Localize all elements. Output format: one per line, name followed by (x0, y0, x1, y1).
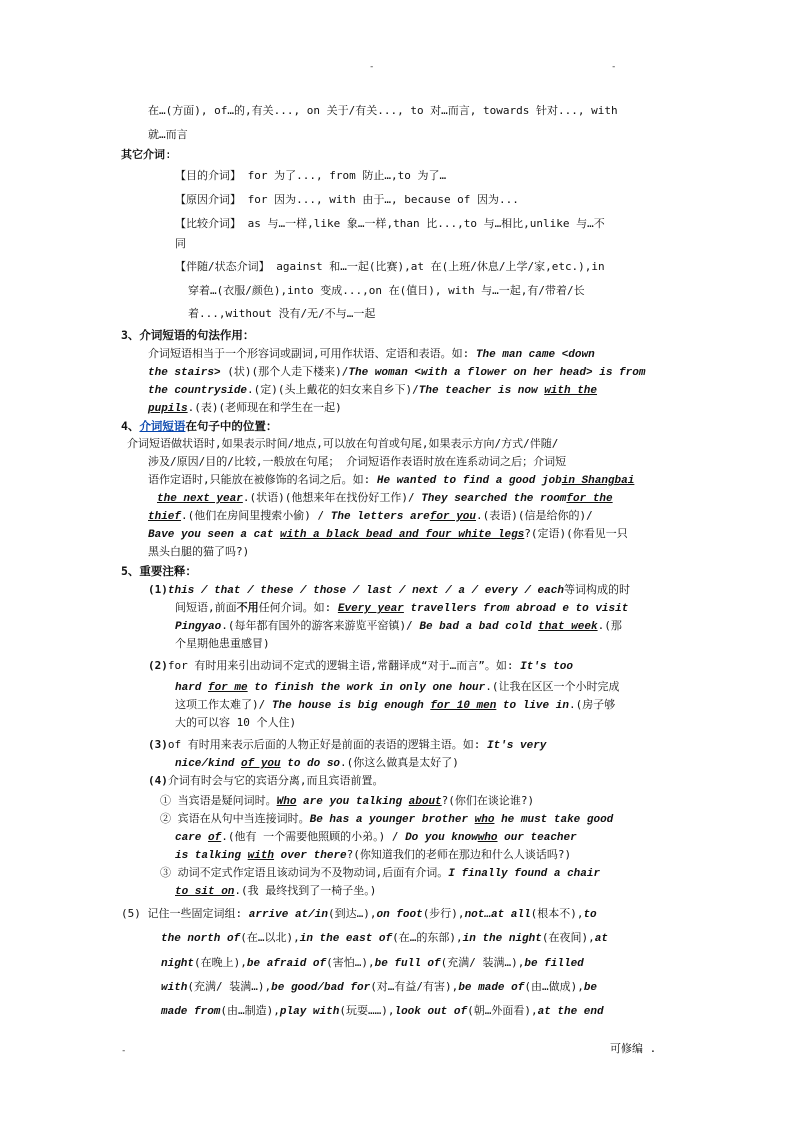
text-line (160, 794, 534, 809)
header-mark-left: - (369, 62, 375, 72)
text-run: I finally found a chair (448, 868, 601, 880)
text-run: the stairs> (148, 367, 221, 379)
text-run: at the end (537, 1006, 604, 1018)
text-run: (在晚上), (194, 956, 247, 969)
text-run: arrive at/in (248, 909, 328, 921)
text-run: (5) 记住一些固定词组: (121, 907, 249, 920)
text-line (160, 866, 600, 881)
text-run: (4) (148, 774, 168, 787)
text-run: (害怕…), (326, 956, 375, 969)
text-run: .(每年都有国外的游客来游览平窑镇)/ (221, 619, 420, 632)
text-run: 黑头白腿的猫了吗?) (148, 545, 250, 558)
text-run: for 10 men (430, 700, 497, 712)
text-run: (状)(那个人走下楼来)/ (220, 365, 349, 378)
text-run: this / that / these / those / last / next / a / every / each (167, 585, 564, 597)
text-run: of 有时用来表示后面的人物正好是前面的表语的逻辑主语。如: (167, 738, 487, 751)
text-run: to finish the work in only one hour (247, 682, 486, 694)
text-run: the next year (157, 493, 243, 505)
text-run: (在夜间), (541, 931, 595, 944)
text-run: thief (148, 511, 182, 523)
text-line (148, 128, 188, 142)
text-run: It's very (487, 740, 547, 752)
text-run: ?(你们在谈论谁?) (441, 794, 535, 807)
text-run: .(那 (597, 619, 622, 632)
text-run: 语作定语时,只能放在被修饰的名词之后。如: (148, 473, 377, 486)
text-line (161, 931, 608, 946)
text-run: 等词构成的时 (563, 583, 630, 596)
text-run: .(表语)(信是给你的)/ (476, 509, 593, 522)
text-line (175, 830, 577, 845)
text-run: .(表)(老师现在和学生在一起) (187, 401, 342, 414)
text-run: who (477, 832, 498, 844)
text-run: to do so (280, 758, 341, 770)
text-line (148, 774, 384, 788)
text-run: (根本不), (530, 907, 584, 920)
text-run: be afraid of (246, 958, 327, 970)
text-run: ?(你知道我们的老师在那边和什么人谈话吗?) (346, 848, 572, 861)
text-run: .(他有 一个需要他照顾的小弟。) / (221, 830, 406, 843)
text-run: of (208, 832, 222, 844)
text-line (148, 545, 249, 559)
text-run: (充满/ 装满…), (187, 980, 272, 993)
text-run: Bave you seen a cat (148, 529, 281, 541)
text-run: .(定)(头上戴花的妇女来自乡下)/ (247, 383, 419, 396)
text-run: he must take good (494, 814, 614, 826)
text-run: 就…而言 (148, 128, 188, 141)
text-run: be (583, 982, 598, 994)
text-run: (1) (148, 583, 168, 596)
text-run: 3、介词短语的句法作用： (121, 328, 255, 342)
text-line (148, 583, 630, 598)
text-run: 不用 (236, 601, 259, 614)
text-run: the countryside (148, 385, 248, 397)
text-run: be full of (374, 958, 441, 970)
text-line (148, 473, 634, 488)
text-line (157, 491, 613, 506)
text-line (175, 637, 270, 651)
text-run: to live in (496, 700, 569, 712)
text-line (175, 260, 605, 274)
text-line (161, 980, 597, 995)
text-line (175, 217, 605, 231)
text-run: 这项工作太难了)/ (175, 698, 272, 711)
text-run: (玩耍……), (339, 1004, 395, 1017)
heading-link[interactable]: 介词短语 (139, 419, 186, 433)
text-line (175, 601, 628, 616)
text-line (148, 365, 645, 380)
text-run: night (161, 958, 195, 970)
header-mark-right: - (611, 62, 617, 72)
text-run: to sit on (175, 886, 235, 898)
text-run: .(他们在房间里搜索小偷) / (181, 509, 331, 522)
text-line (175, 619, 622, 634)
text-run: at (594, 933, 608, 945)
text-run: is talking (175, 850, 248, 862)
text-run: .(让我在区区一个小时完成 (485, 680, 620, 693)
text-run: to (583, 909, 597, 921)
text-line (175, 169, 446, 183)
text-run: It's too (520, 661, 573, 673)
text-line (148, 104, 618, 118)
text-line (175, 716, 296, 730)
text-run: are you talking (296, 796, 409, 808)
text-run: 【原因介词】 for 因为..., with 由于…, because of 因为... (175, 193, 519, 206)
text-run: ?(定语)(你看见一只 (524, 527, 628, 540)
text-line (188, 307, 375, 321)
text-run: over there (274, 850, 347, 862)
text-run: look out of (394, 1006, 468, 1018)
text-line (121, 564, 197, 579)
text-run: ② 宾语在从句中当连接词时。 (160, 812, 310, 825)
text-line (121, 148, 172, 162)
text-run: 【比较介词】 as 与…一样,like 象…一样,than 比...,to 与…相比,unlike 与…不 (175, 217, 605, 230)
text-run: The house is big enough (271, 700, 431, 712)
text-run: of you (241, 758, 281, 770)
text-run: He wanted to find a good job (376, 475, 562, 487)
text-run: for the (566, 493, 613, 505)
text-run: Pingyao (175, 621, 222, 633)
text-run: .(房子够 (568, 698, 616, 711)
text-line (175, 237, 186, 251)
text-run: 着...,without 没有/无/不与…一起 (188, 307, 376, 320)
text-run: 5、重要注释： (121, 564, 197, 578)
text-line (175, 193, 519, 207)
text-run: 大的可以容 10 个人住) (175, 716, 297, 729)
text-run: (在…的东部), (392, 931, 463, 944)
text-run: 个星期他患重感冒) (175, 637, 270, 650)
text-run: be made of (458, 982, 525, 994)
text-line (127, 437, 558, 451)
text-run: The teacher is now (418, 385, 545, 397)
text-run: : (165, 148, 172, 161)
text-run: 4、 (121, 419, 140, 433)
text-run: pupils (148, 403, 188, 415)
text-run: The letters are (330, 511, 430, 523)
text-line (148, 401, 342, 416)
text-line (121, 907, 597, 922)
text-run: Who (276, 796, 297, 808)
text-run: (步行), (422, 907, 465, 920)
text-run: (对…有益/有害), (370, 980, 459, 993)
text-run: who (474, 814, 495, 826)
text-line (148, 509, 593, 524)
text-run: .(我 最终找到了一椅子坐。) (234, 884, 377, 897)
text-line (161, 956, 584, 971)
text-run: Be bad a bad cold (419, 621, 539, 633)
text-run: 【伴随/状态介词】 against 和…一起(比赛),at 在(上班/休息/上学/家,etc.),in (175, 260, 605, 273)
text-run: ① 当宾语是疑问词时。 (160, 794, 277, 807)
text-run: made from (161, 1006, 221, 1018)
text-run: in Shangbai (561, 475, 635, 487)
text-run: 介词短语相当于一个形容词或副词,可用作状语、定语和表语。如: (148, 347, 476, 360)
text-run: be filled (524, 958, 584, 970)
text-line (161, 1004, 604, 1019)
text-run: Every year (337, 603, 404, 615)
text-run: care (175, 832, 209, 844)
text-line (175, 756, 459, 771)
text-run: Be has a younger brother (309, 814, 475, 826)
text-run: for you (429, 511, 477, 523)
text-line (160, 812, 613, 827)
text-line (148, 738, 546, 753)
text-run: be good/bad for (271, 982, 371, 994)
text-line (175, 848, 571, 863)
text-run: 【目的介词】 for 为了..., from 防止…,to 为了… (175, 169, 447, 182)
text-run: for 有时用来引出动词不定式的逻辑主语,常翻译成“对于…而言”。如: (167, 659, 521, 672)
text-run: our teacher (497, 832, 577, 844)
text-run: with (161, 982, 188, 994)
text-run: (朝…外面看), (467, 1004, 538, 1017)
text-run: (由…做成), (524, 980, 584, 993)
text-run: (由…制造), (220, 1004, 280, 1017)
text-run: hard (175, 682, 209, 694)
footer-mark-left: - (121, 1046, 127, 1056)
text-run: for me (208, 682, 248, 694)
text-run: on foot (376, 909, 423, 921)
text-run: ③ 动词不定式作定语且该动词为不及物动词,后面有介词。 (160, 866, 449, 879)
text-line (148, 455, 566, 469)
footer-page-note: 可修编 . (610, 1042, 657, 1055)
text-run: travellers from abroad e to visit (403, 603, 629, 615)
text-run: They searched the room (421, 493, 567, 505)
text-line (148, 383, 597, 398)
text-run: play with (279, 1006, 340, 1018)
text-run: (在…以北), (240, 931, 300, 944)
text-run: 在…(方面), of…的,有关..., on 关于/有关..., to 对…而言, towards 针对..., with (148, 104, 618, 117)
text-run: with the (544, 385, 598, 397)
text-run: 涉及/原因/目的/比较,一般放在句尾； 介词短语作表语时放在连系动词之后；介词短 (148, 455, 567, 468)
text-line (175, 884, 376, 899)
text-line (175, 680, 620, 695)
text-run: 其它介词 (121, 148, 165, 161)
text-run: The woman <with a flower on her head> is from (348, 367, 646, 379)
text-line (121, 419, 277, 434)
text-run: the north of (161, 933, 241, 945)
text-line (188, 284, 585, 298)
text-run: nice/kind (175, 758, 242, 770)
text-run: about (408, 796, 442, 808)
text-run: (充满/ 装满…), (440, 956, 525, 969)
text-line (148, 347, 595, 362)
text-run: 同 (175, 237, 186, 250)
text-run: not…at all (464, 909, 531, 921)
text-run: with a black bead and four white legs (280, 529, 525, 541)
text-run: The man came <down (475, 349, 595, 361)
text-run: with (247, 850, 275, 862)
text-line (175, 698, 615, 713)
text-run: .(状语)(他想来年在找份好工作)/ (242, 491, 422, 504)
text-run: in the night (462, 933, 542, 945)
text-run: 穿着…(衣服/颜色),into 变成...,on 在(值日), with 与…一起,有/带着/长 (188, 284, 585, 297)
text-run: (2) (148, 659, 168, 672)
text-run: .(你这么做真是太好了) (340, 756, 459, 769)
text-run: in the east of (299, 933, 393, 945)
text-run: Do you know (405, 832, 478, 844)
text-run: that week (538, 621, 598, 633)
text-run: 介词有时会与它的宾语分离,而且宾语前置。 (167, 774, 384, 787)
text-run: (3) (148, 738, 168, 751)
text-run: 间短语,前面 (175, 601, 237, 614)
text-run: 在句子中的位置： (185, 419, 278, 433)
text-line (148, 527, 628, 542)
text-line (148, 659, 573, 674)
text-run: 介词短语做状语时,如果表示时间/地点,可以放在句首或句尾,如果表示方向/方式/伴随/ (127, 437, 559, 450)
text-run: 任何介词。如: (258, 601, 338, 614)
text-line (121, 328, 254, 343)
text-run: (到达…), (327, 907, 377, 920)
